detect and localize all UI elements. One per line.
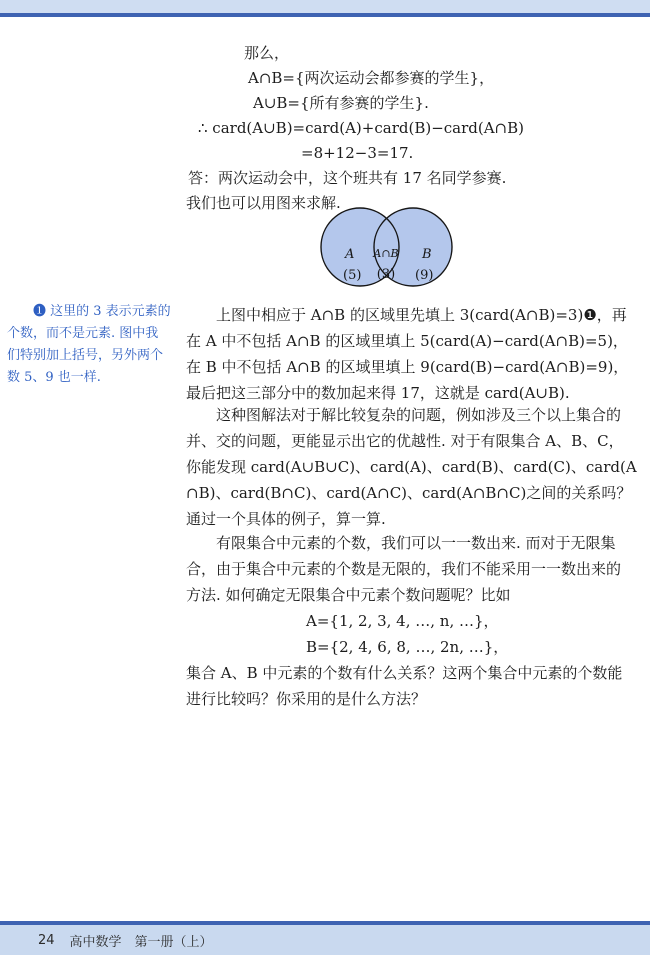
text-line: 通过一个具体的例子，算一算. — [186, 510, 386, 528]
venn-label-a: A — [345, 247, 355, 262]
formula-set-a: A={1, 2, 3, 4, …, n, …}， — [306, 612, 499, 630]
text-line: 上图中相应于 A∩B 的区域里先填上 3(card(A∩B)=3)❶，再 — [216, 306, 627, 324]
text-line: ∩B)、card(B∩C)、card(A∩C)、card(A∩B∩C)之间的关系吗？ — [186, 484, 632, 502]
venn-count-intersection: (3) — [376, 267, 396, 282]
margin-note-line: 们特别加上括号，另外两个 — [7, 348, 164, 363]
text-line: 进行比较吗？你采用的是什么方法？ — [186, 690, 427, 708]
paragraph-infinite-sets — [186, 530, 638, 712]
text-line: 最后把这三部分中的数加起来得 17，这就是 card(A∪B). — [186, 384, 570, 402]
header-rule — [0, 13, 650, 17]
text-line: 这种图解法对于解比较复杂的问题，例如涉及三个以上集合的 — [216, 406, 622, 424]
margin-note — [7, 301, 189, 389]
book-title: 高中数学 第一册（上） — [69, 934, 213, 950]
paragraph-diagram-method — [186, 402, 638, 532]
text-line: 你能发现 card(A∪B∪C)、card(A)、card(B)、card(C)、card(A — [186, 458, 637, 476]
page-number: 24 — [38, 932, 55, 948]
answer-line: 答：两次运动会中，这个班共有 17 名同学参赛. — [188, 169, 507, 187]
text-line: 我们也可以用图来求解. — [186, 194, 341, 212]
formula-line: A∪B={所有参赛的学生}. — [253, 94, 429, 112]
text-line: 在 B 中不包括 A∩B 的区域里填上 9(card(B)−card(A∩B)=9)， — [186, 358, 629, 376]
formula-line: A∩B={两次运动会都参赛的学生}， — [248, 69, 495, 87]
text-line: 那么， — [244, 44, 290, 62]
footer — [38, 929, 213, 951]
header-band — [0, 0, 650, 13]
text-line: 在 A 中不包括 A∩B 的区域里填上 5(card(A)−card(A∩B)=5)， — [186, 332, 628, 350]
formula-line: ∴ card(A∪B)=card(A)+card(B)−card(A∩B) — [198, 119, 525, 137]
text-line: 合，由于集合中元素的个数是无限的，我们不能采用一一数出来的 — [186, 560, 622, 578]
venn-count-b: (9) — [415, 268, 434, 283]
text-line: 有限集合中元素的个数，我们可以一一数出来. 而对于无限集 — [216, 534, 616, 552]
formula-line: =8+12−3=17. — [301, 144, 414, 162]
margin-note-line: ❶ 这里的 3 表示元素的 — [33, 304, 171, 319]
paragraph-fill-regions — [186, 302, 638, 406]
venn-diagram — [315, 200, 463, 295]
margin-note-line: 数 5、9 也一样. — [7, 370, 101, 385]
solution-block — [186, 41, 638, 216]
text-line: 并、交的问题，更能显示出它的优越性. 对于有限集合 A、B、C， — [186, 432, 624, 450]
text-line: 方法. 如何确定无限集合中元素个数问题呢？比如 — [186, 586, 511, 604]
formula-set-b: B={2, 4, 6, 8, …, 2n, …}， — [306, 638, 509, 656]
venn-label-b: B — [422, 247, 432, 262]
margin-note-line: 个数，而不是元素. 图中我 — [7, 326, 159, 341]
venn-label-intersection: A∩B — [373, 247, 399, 260]
text-line: 集合 A、B 中元素的个数有什么关系？这两个集合中元素的个数能 — [186, 664, 623, 682]
venn-count-a: (5) — [343, 268, 362, 283]
